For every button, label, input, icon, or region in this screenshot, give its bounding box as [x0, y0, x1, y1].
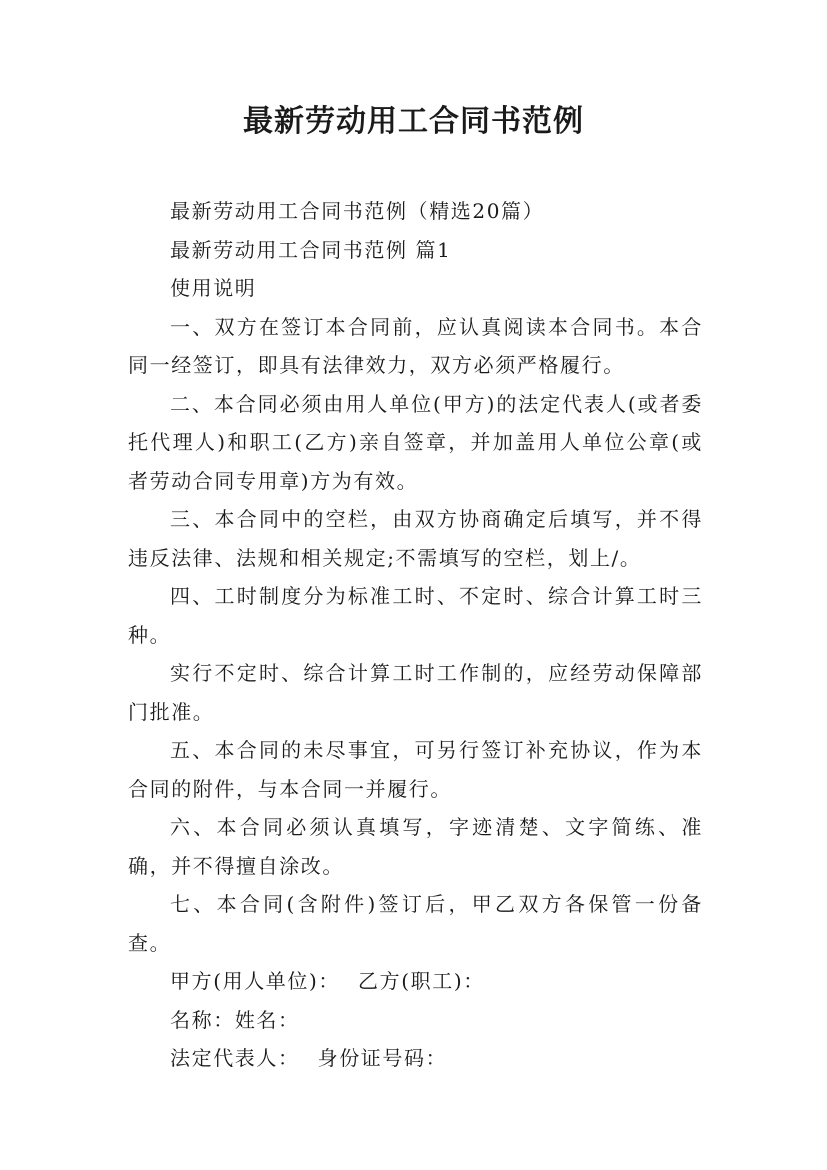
paragraph-subtitle: 最新劳动用工合同书范例（精选20篇） — [170, 199, 545, 223]
paragraph-clause-7: 七、本合同(含附件)签订后，甲乙双方各保管一份备查。 — [128, 892, 703, 955]
paragraph-clause-4: 四、工时制度分为标准工时、不定时、综合计算工时三种。 — [128, 584, 703, 647]
party-b-label: 乙方(职工)： — [358, 969, 485, 993]
paragraph-clause-4-note: 实行不定时、综合计算工时工作制的，应经劳动保障部门批准。 — [128, 661, 703, 724]
legal-rep-line — [128, 1039, 703, 1078]
name-line — [128, 1001, 703, 1040]
paragraph-clause-6: 六、本合同必须认真填写，字迹清楚、文字简练、准确，并不得擅自涂改。 — [128, 815, 703, 878]
paragraph-clause-5: 五、本合同的未尽事宜，可另行签订补充协议，作为本合同的附件，与本合同一并履行。 — [128, 738, 703, 801]
id-number-label: 身份证号码： — [317, 1046, 448, 1070]
paragraph-usage-heading: 使用说明 — [170, 276, 257, 300]
party-a-label: 甲方(用人单位)： — [170, 969, 341, 993]
document-body — [128, 192, 703, 1078]
party-line — [128, 962, 703, 1001]
name-label: 名称： — [170, 1007, 235, 1032]
paragraph-clause-1: 一、双方在签订本合同前，应认真阅读本合同书。本合同一经签订，即具有法律效力，双方必须严格履行。 — [128, 314, 703, 377]
legal-rep-label: 法定代表人： — [170, 1046, 300, 1070]
document-title: 最新劳动用工合同书范例 — [243, 104, 584, 139]
paragraph-clause-2: 二、本合同必须由用人单位(甲方)的法定代表人(或者委托代理人)和职工(乙方)亲自签章，并加盖用人单位公章(或者劳动合同专用章)方为有效。 — [128, 391, 703, 493]
paragraph-clause-3: 三、本合同中的空栏，由双方协商确定后填写，并不得违反法律、法规和相关规定;不需填写的空栏，划上/。 — [128, 507, 703, 570]
person-name-label: 姓名： — [234, 1007, 300, 1032]
paragraph-section-heading: 最新劳动用工合同书范例 篇1 — [170, 237, 452, 262]
